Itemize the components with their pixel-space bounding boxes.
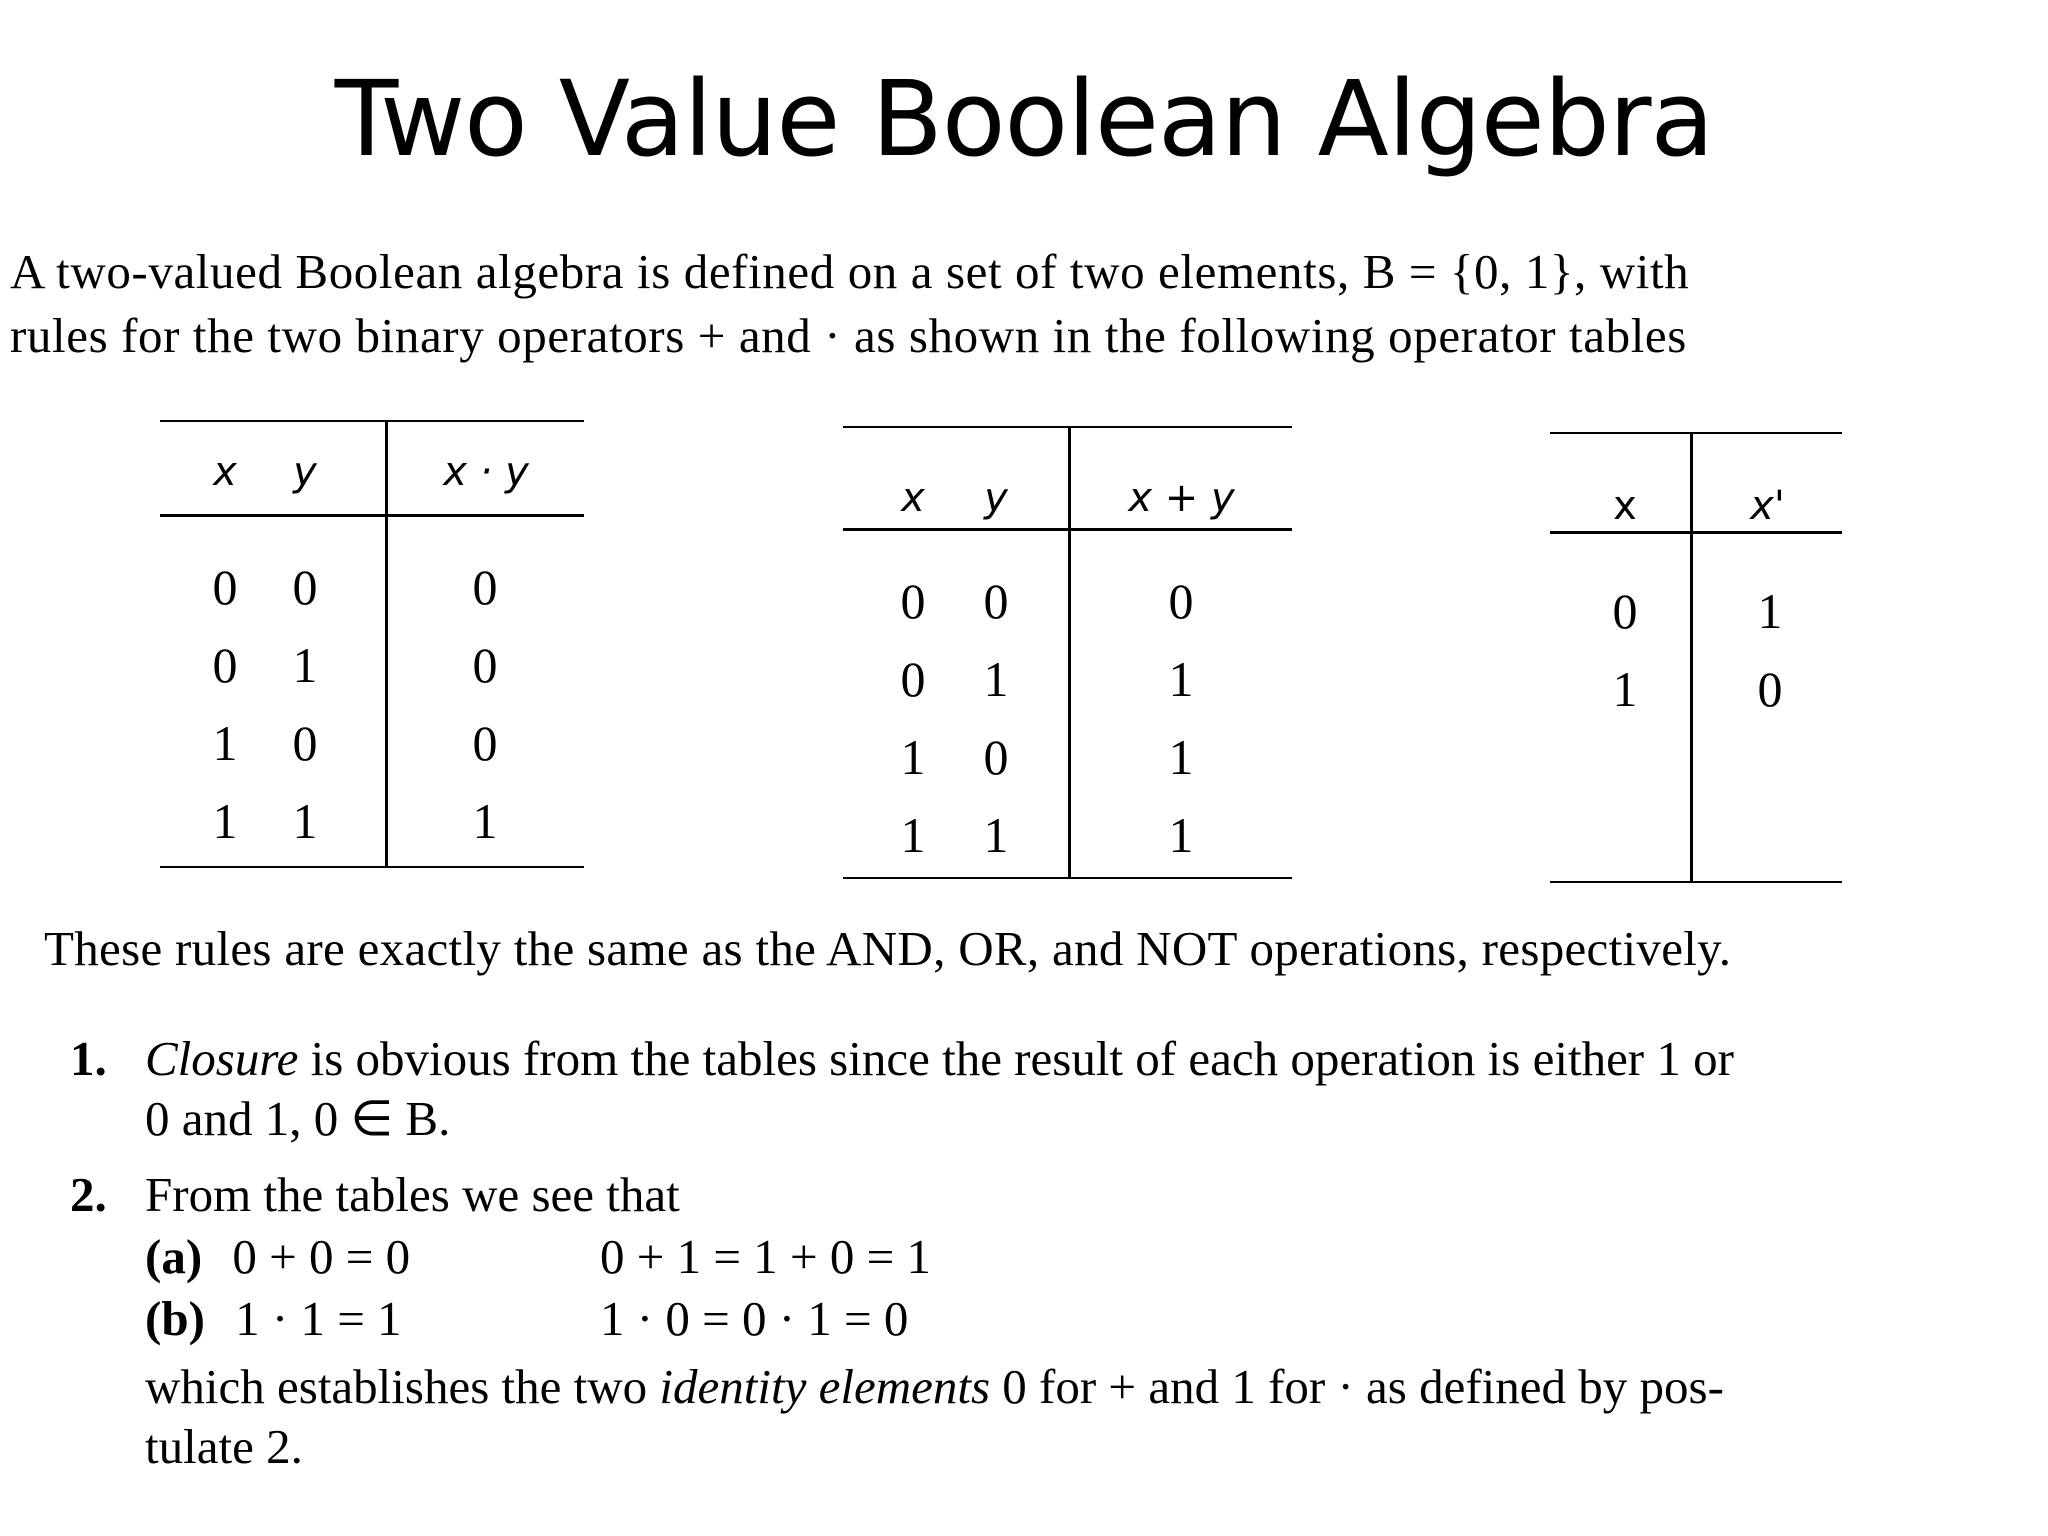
- table-cell: 0: [212, 559, 238, 615]
- equation-a-right: 0 + 1 = 1 + 0 = 1: [600, 1229, 932, 1284]
- equation-left: 0 + 0 = 0: [232, 1229, 411, 1284]
- header-x: x: [901, 475, 925, 521]
- table-cell: 1: [1168, 729, 1194, 785]
- item-text: which establishes the two: [145, 1359, 660, 1414]
- header-y: y: [293, 449, 317, 495]
- item-text: 0 for + and 1 for · as defined by pos-: [990, 1359, 1724, 1414]
- table-cell: 0: [983, 729, 1009, 785]
- table-cell: 1: [1757, 583, 1783, 639]
- table-cell: 1: [983, 807, 1009, 863]
- item-number: 2.: [70, 1167, 107, 1222]
- table-cell: 1: [1168, 651, 1194, 707]
- table-cell: 0: [472, 637, 498, 693]
- table-cell: 1: [212, 715, 238, 771]
- table-header-rule: [160, 514, 584, 517]
- item-line: tulate 2.: [145, 1419, 303, 1474]
- slide-title: Two Value Boolean Algebra: [334, 58, 1714, 180]
- table-cell: 1: [900, 729, 926, 785]
- list-item-closure: [70, 1030, 2020, 1160]
- term-identity-elements: identity elements: [659, 1359, 991, 1414]
- intro-line-2: rules for the two binary operators + and · as shown in the following operator tables: [10, 308, 1687, 363]
- not-truth-table: [1550, 432, 1842, 883]
- table-cell: 0: [983, 573, 1009, 629]
- table-cell: 0: [212, 637, 238, 693]
- or-truth-table: [843, 426, 1292, 879]
- list-item-identity: [70, 1166, 2020, 1486]
- table-header-rule: [843, 528, 1292, 531]
- table-cell: 0: [900, 573, 926, 629]
- intro-line-1: A two-valued Boolean algebra is defined on a set of two elements, B = {0, 1}, with: [10, 244, 1690, 299]
- table-cell: 0: [900, 651, 926, 707]
- table-cell: 1: [292, 793, 318, 849]
- header-x: x: [1613, 483, 1637, 529]
- item-line: From the tables we see that: [145, 1167, 680, 1222]
- table-cell: 0: [472, 559, 498, 615]
- equation-b-right: 1 · 0 = 0 · 1 = 0: [600, 1291, 909, 1346]
- table-cell: 0: [292, 559, 318, 615]
- and-truth-table: [160, 420, 584, 868]
- item-line: 0 and 1, 0 ∈ B.: [145, 1091, 451, 1146]
- equation-b: [145, 1290, 402, 1348]
- equation-left: 1 · 1 = 1: [235, 1291, 402, 1346]
- equation-a: [145, 1228, 410, 1286]
- equation-label: (b): [145, 1291, 205, 1346]
- table-cell: 0: [292, 715, 318, 771]
- table-cell: 1: [1612, 661, 1638, 717]
- table-header-rule: [1550, 531, 1842, 534]
- table-cell: 0: [1612, 583, 1638, 639]
- item-number: 1.: [70, 1031, 107, 1086]
- header-y: y: [984, 475, 1008, 521]
- header-result: x · y: [443, 449, 529, 495]
- equation-label: (a): [145, 1229, 203, 1284]
- table-cell: 1: [212, 793, 238, 849]
- summary-sentence: These rules are exactly the same as the AND, OR, and NOT operations, respectively.: [44, 921, 1732, 976]
- item-line: [145, 1030, 1734, 1088]
- table-cell: 0: [472, 715, 498, 771]
- table-cell: 1: [472, 793, 498, 849]
- item-text: is obvious from the tables since the result of each operation is either 1 or: [298, 1031, 1734, 1086]
- table-cell: 0: [1168, 573, 1194, 629]
- header-result: x': [1750, 483, 1785, 529]
- header-result: x + y: [1128, 475, 1235, 521]
- header-x: x: [213, 449, 237, 495]
- table-cell: 1: [292, 637, 318, 693]
- table-cell: 1: [983, 651, 1009, 707]
- term-closure: Closure: [145, 1031, 299, 1086]
- table-cell: 1: [900, 807, 926, 863]
- item-line: [145, 1358, 1724, 1416]
- table-cell: 0: [1757, 661, 1783, 717]
- table-cell: 1: [1168, 807, 1194, 863]
